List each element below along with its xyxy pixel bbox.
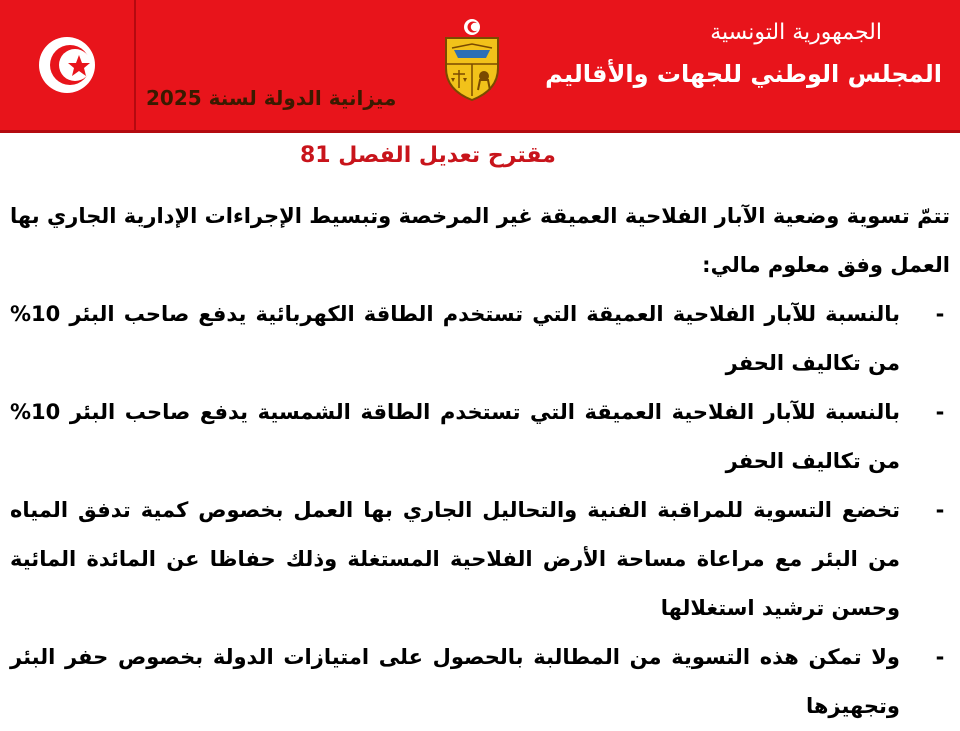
bullet-marker: - — [935, 400, 945, 424]
header-bottom-border — [0, 130, 960, 133]
list-item — [10, 388, 950, 486]
document-body — [10, 192, 950, 731]
bullet-list — [10, 290, 950, 731]
tunisia-flag-icon — [0, 0, 134, 130]
coat-of-arms-icon — [440, 18, 504, 102]
header-divider — [134, 0, 136, 130]
intro-paragraph: تتمّ تسوية وضعية الآبار الفلاحية العميقة غير المرخصة وتبسيط الإجراءات الإدارية الجاري بها العمل وفق معلوم مالي: — [10, 204, 950, 277]
bullet-marker: - — [935, 302, 945, 326]
list-item — [10, 486, 950, 633]
bullet-marker: - — [935, 645, 945, 669]
list-item — [10, 633, 950, 731]
list-item-text: تخضع التسوية للمراقبة الفنية والتحاليل الجاري بها العمل بخصوص كمية تدفق المياه من البئر مع مراعاة مساحة الأرض الفلاحية المستغلة وذلك حفاظا عن المائدة المائية وحسن ترشيد استغلالها — [10, 498, 900, 620]
header-banner — [0, 0, 960, 130]
list-item-text: بالنسبة للآبار الفلاحية العميقة التي تستخدم الطاقة الكهربائية يدفع صاحب البئر 10% من تكاليف الحفر — [10, 302, 900, 375]
list-item — [10, 290, 950, 388]
republic-name: الجمهورية التونسية — [710, 20, 882, 45]
list-item-text: بالنسبة للآبار الفلاحية العميقة التي تستخدم الطاقة الشمسية يدفع صاحب البئر 10% من تكاليف الحفر — [10, 400, 900, 473]
bullet-marker: - — [935, 498, 945, 522]
budget-title: ميزانية الدولة لسنة 2025 — [146, 86, 397, 110]
council-name: المجلس الوطني للجهات والأقاليم — [545, 60, 942, 88]
amendment-title: مقترح تعديل الفصل 81 — [300, 143, 556, 168]
list-item-text: ولا تمكن هذه التسوية من المطالبة بالحصول على امتيازات الدولة بخصوص حفر البئر وتجهيزها — [10, 645, 900, 718]
